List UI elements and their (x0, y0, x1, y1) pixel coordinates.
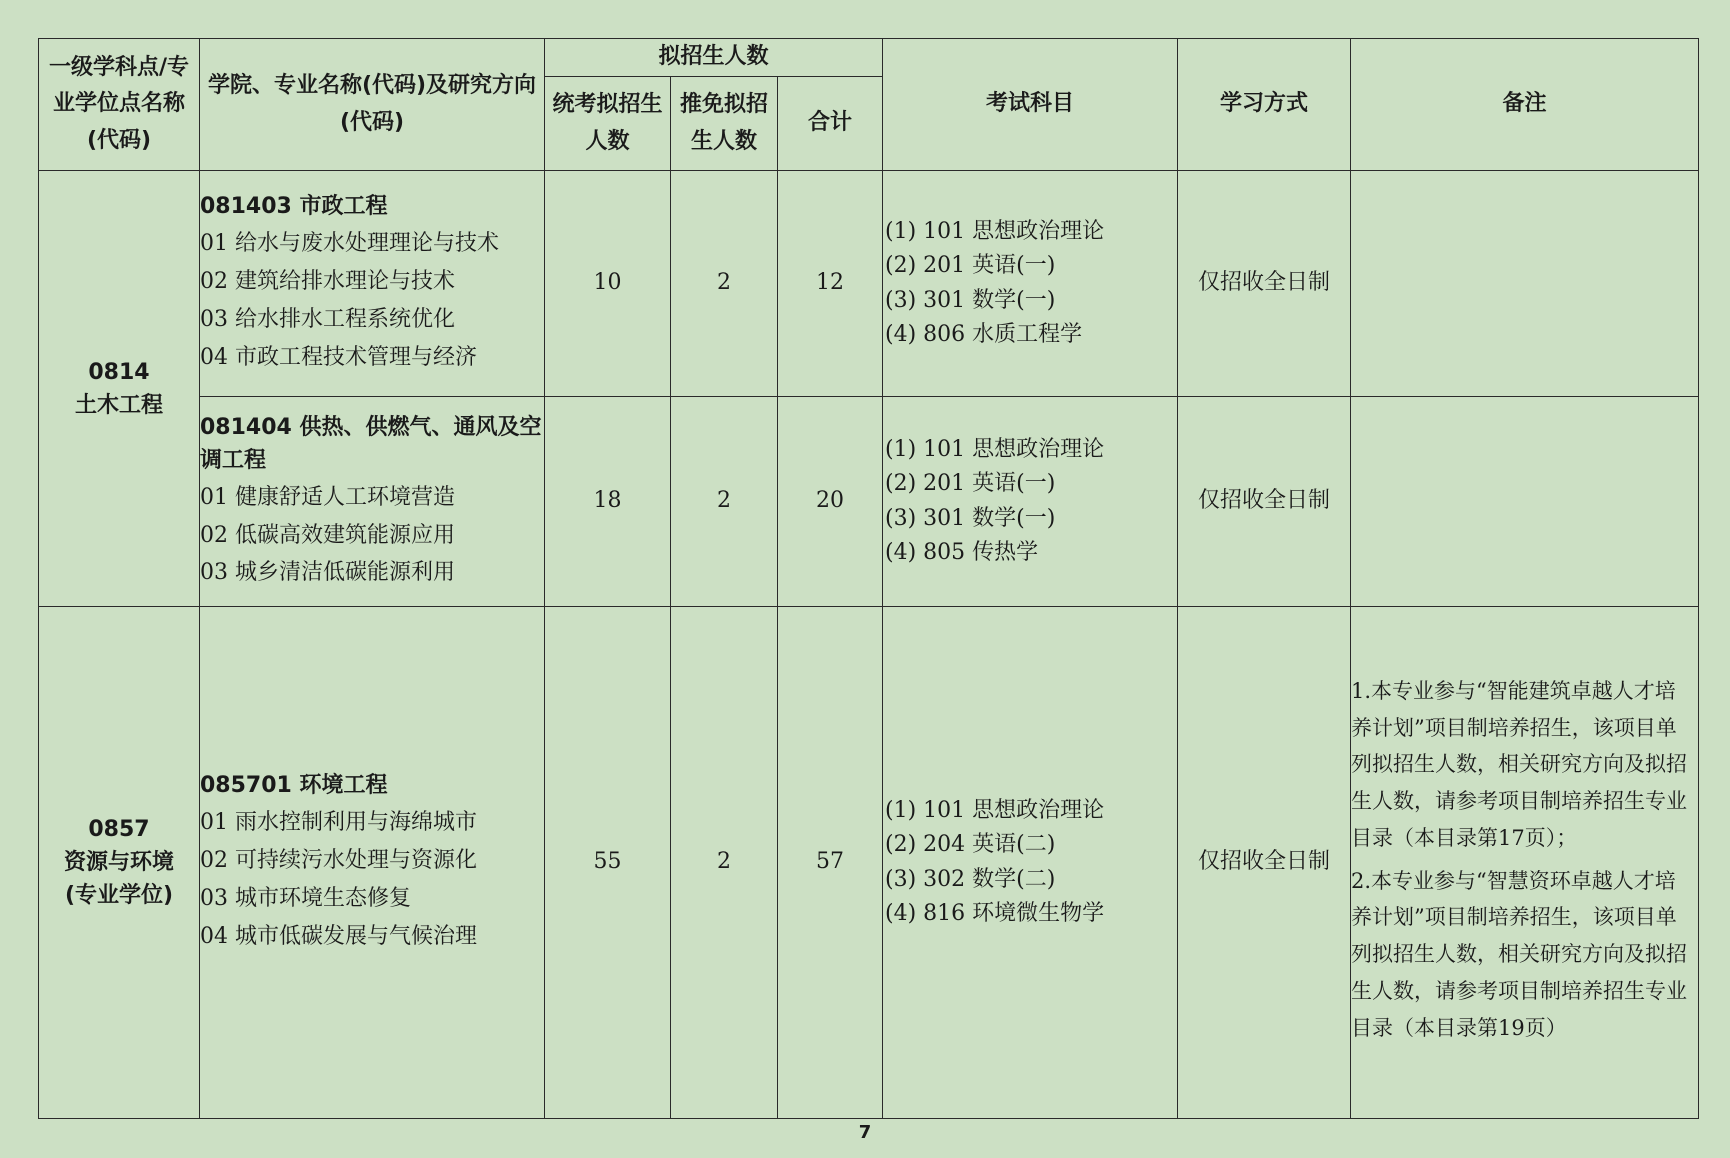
header-major: 学院、专业名称(代码)及研究方向(代码) (200, 39, 545, 171)
table-header (39, 39, 1699, 171)
discipline-cell (39, 607, 200, 1119)
exam-subject: (4) 806 水质工程学 (885, 321, 1083, 347)
remark-item: 2.本专业参与“智慧资环卓越人才培养计划”项目制培养招生，该项目单列拟招生人数，相关研究方向及拟招生人数，请参考项目制培养招生专业目录（本目录第19页） (1351, 868, 1688, 1040)
discipline-name: 土木工程 (74, 392, 163, 418)
enrollment-catalog-table (38, 38, 1699, 1119)
exam-subject: (2) 201 英语(一) (885, 471, 1056, 497)
research-direction: 01 雨水控制利用与海绵城市 (200, 810, 477, 836)
discipline-name: 资源与环境 (63, 850, 174, 875)
table-row (39, 171, 1699, 397)
research-direction: 04 市政工程技术管理与经济 (200, 344, 477, 370)
discipline-code: 0814 (88, 359, 150, 385)
major-name: 085701 环境工程 (200, 773, 388, 799)
header-mode: 学习方式 (1178, 39, 1351, 171)
header-unified: 统考拟招生人数 (545, 77, 671, 171)
exam-subject: (1) 101 思想政治理论 (885, 219, 1105, 245)
page-number: 7 (858, 1122, 872, 1143)
table-row (39, 397, 1699, 607)
exempt-count: 2 (671, 397, 778, 607)
research-direction: 02 可持续污水处理与资源化 (200, 848, 477, 874)
remarks-cell (1351, 607, 1699, 1119)
header-subjects: 考试科目 (883, 39, 1178, 171)
exam-subject: (4) 805 传热学 (885, 539, 1039, 565)
header-enroll-group: 拟招生人数 (545, 39, 883, 77)
exam-subject: (2) 201 英语(一) (885, 253, 1056, 279)
subjects-cell (883, 171, 1178, 397)
exempt-count: 2 (671, 607, 778, 1119)
study-mode: 仅招收全日制 (1178, 607, 1351, 1119)
header-exempt: 推免拟招生人数 (671, 77, 778, 171)
exam-subject: (3) 302 数学(二) (885, 866, 1056, 892)
exam-subject: (3) 301 数学(一) (885, 287, 1056, 313)
header-discipline: 一级学科点/专业学位点名称(代码) (39, 39, 200, 171)
unified-count: 18 (545, 397, 671, 607)
research-direction: 02 建筑给排水理论与技术 (200, 269, 455, 295)
subjects-cell (883, 397, 1178, 607)
study-mode: 仅招收全日制 (1178, 171, 1351, 397)
unified-count: 10 (545, 171, 671, 397)
research-direction: 01 健康舒适人工环境营造 (200, 484, 455, 510)
research-direction: 04 城市低碳发展与气候治理 (200, 923, 477, 949)
research-direction: 03 给水排水工程系统优化 (200, 307, 455, 332)
discipline-code: 0857 (88, 817, 150, 842)
exam-subject: (2) 204 英语(二) (885, 832, 1056, 858)
remarks-cell (1351, 397, 1699, 607)
remarks-cell (1351, 171, 1699, 397)
subjects-cell (883, 607, 1178, 1119)
major-name: 081404 供热、供燃气、通风及空调工程 (200, 414, 542, 473)
header-remarks: 备注 (1351, 39, 1699, 171)
unified-count: 55 (545, 607, 671, 1119)
major-cell (200, 171, 545, 397)
table-row (39, 607, 1699, 1119)
table-body (39, 171, 1699, 1119)
major-cell (200, 607, 545, 1119)
total-count: 20 (778, 397, 883, 607)
study-mode: 仅招收全日制 (1178, 397, 1351, 607)
remark-item: 1.本专业参与“智能建筑卓越人才培养计划”项目制培养招生，该项目单列拟招生人数，相关研究方向及拟招生人数，请参考项目制培养招生专业目录（本目录第17页）； (1351, 678, 1688, 850)
total-count: 57 (778, 607, 883, 1119)
exam-subject: (3) 301 数学(一) (885, 505, 1056, 531)
discipline-type: (专业学位) (64, 883, 174, 908)
exam-subject: (4) 816 环境微生物学 (885, 900, 1105, 926)
research-direction: 02 低碳高效建筑能源应用 (200, 522, 455, 548)
major-cell (200, 397, 545, 607)
exam-subject: (1) 101 思想政治理论 (885, 798, 1105, 824)
total-count: 12 (778, 171, 883, 397)
header-total: 合计 (778, 77, 883, 171)
major-name: 081403 市政工程 (200, 194, 388, 220)
research-direction: 03 城乡清洁低碳能源利用 (200, 560, 455, 586)
exempt-count: 2 (671, 171, 778, 397)
discipline-cell (39, 171, 200, 607)
research-direction: 01 给水与废水处理理论与技术 (200, 231, 499, 257)
research-direction: 03 城市环境生态修复 (200, 886, 411, 911)
exam-subject: (1) 101 思想政治理论 (885, 437, 1105, 463)
